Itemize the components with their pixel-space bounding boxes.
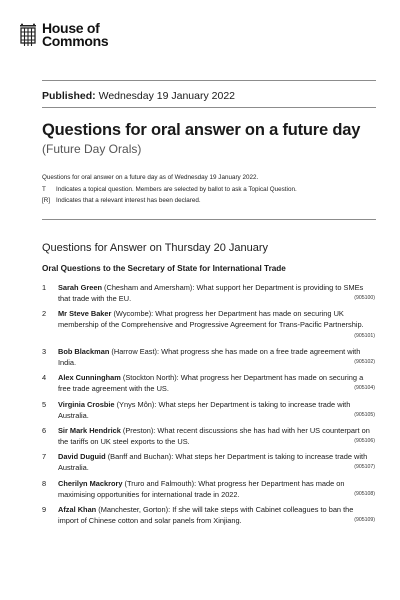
question-text: What recent discussions she has had with her US counterpart on the tariffs on UK steel exports to the US. <box>58 425 370 447</box>
constituency: (Banff and Buchan): <box>105 452 176 462</box>
question-text: What steps her Department is taking to increase trade with Australia. <box>58 399 351 420</box>
question-reference: (905107) <box>354 464 375 471</box>
divider-published <box>42 107 376 108</box>
member-name: Mr Steve Baker <box>58 309 112 319</box>
key-description: Indicates a topical question. Members are selected by ballot to ask a Topical Question. <box>56 185 297 193</box>
published-label: Published: <box>42 90 96 102</box>
member-name: David Duguid <box>58 452 106 462</box>
constituency: (Ynys Môn): <box>114 399 159 409</box>
logo-line-2: Commons <box>42 33 109 49</box>
question-body <box>58 346 375 368</box>
question-item <box>42 478 375 500</box>
question-body <box>58 372 375 394</box>
key-row-topical <box>42 184 372 196</box>
member-name: Cherilyn Mackrory <box>58 478 123 488</box>
question-body <box>58 451 375 473</box>
intro-notes <box>42 172 372 207</box>
question-body <box>58 425 375 447</box>
question-number: 7 <box>42 452 47 462</box>
question-item <box>42 282 375 304</box>
question-number: 1 <box>42 283 47 292</box>
constituency: (Preston): <box>120 425 158 435</box>
question-body <box>58 504 375 526</box>
question-number: 5 <box>42 399 47 409</box>
member-name: Bob Blackman <box>58 346 110 356</box>
question-reference: (905109) <box>354 517 375 524</box>
house-of-commons-logo <box>19 22 108 49</box>
sub-heading: Oral Questions to the Secretary of State for International Trade <box>42 264 286 273</box>
published-date: Wednesday 19 January 2022 <box>98 90 235 102</box>
constituency: (Chesham and Amersham): <box>101 283 197 292</box>
key-description: Indicates that a relevant interest has been declared. <box>56 197 201 204</box>
question-body <box>58 282 375 304</box>
question-reference: (905106) <box>354 438 375 445</box>
question-reference: (905102) <box>354 358 375 365</box>
question-text: What progress her Department has made on securing a free trade agreement with the US. <box>58 373 364 394</box>
question-number: 9 <box>42 505 47 515</box>
key-row-interest <box>42 195 372 207</box>
question-text: What progress her Department has made on securing UK membership of the Comprehensive and Progressive Agreement for Trans-Pacific Partnership. <box>58 309 364 330</box>
question-number: 4 <box>42 373 47 383</box>
logo-line-1: House of <box>42 20 100 36</box>
question-reference: (905108) <box>354 490 375 497</box>
constituency: (Manchester, Gorton): <box>96 505 173 515</box>
intro-text: Questions for oral answer on a future day as of Wednesday 19 January 2022. <box>42 174 259 181</box>
question-reference: (905100) <box>354 295 375 302</box>
key-symbol: T <box>42 185 46 193</box>
question-item <box>42 308 375 341</box>
question-item <box>42 346 375 368</box>
divider-section <box>42 219 376 220</box>
page-title: Questions for oral answer on a future day <box>42 121 361 139</box>
member-name: Alex Cunningham <box>58 373 121 383</box>
constituency: (Harrow East): <box>109 346 162 356</box>
question-number: 2 <box>42 309 47 319</box>
question-item <box>42 425 375 447</box>
key-symbol: [R] <box>42 197 51 204</box>
question-text: What progress she has made on a free trade agreement with India. <box>58 346 361 367</box>
question-number: 6 <box>42 425 47 435</box>
member-name: Sir Mark Hendrick <box>58 425 121 435</box>
question-number: 3 <box>42 346 47 356</box>
question-body <box>58 399 375 421</box>
question-text: What progress her Department has made on maximising opportunities for international trade in 2022. <box>58 478 345 499</box>
constituency: (Stockton North): <box>120 373 181 383</box>
question-text: What steps her Department is taking to increase trade with Australia. <box>58 452 368 473</box>
section-title: Questions for Answer on Thursday 20 January <box>42 242 269 254</box>
question-item <box>42 451 375 473</box>
question-body <box>58 308 375 341</box>
page-subtitle: (Future Day Orals) <box>42 142 142 156</box>
member-name: Virginia Crosbie <box>58 399 115 409</box>
question-item <box>42 372 375 394</box>
divider-top <box>42 80 376 81</box>
questions-list <box>42 282 375 530</box>
question-item <box>42 504 375 526</box>
question-text: If she will take steps with Cabinet colleagues to ban the import of Chinese cotton and solar panels from Xinjiang. <box>58 505 354 526</box>
question-reference: (905101) <box>354 332 375 339</box>
question-reference: (905104) <box>354 385 375 392</box>
question-number: 8 <box>42 478 47 488</box>
member-name: Afzal Khan <box>58 505 97 515</box>
constituency: (Truro and Falmouth): <box>122 478 199 488</box>
constituency: (Wycombe): <box>111 309 156 319</box>
portcullis-icon <box>19 23 37 49</box>
question-reference: (905105) <box>354 411 375 418</box>
question-item <box>42 399 375 421</box>
member-name: Sarah Green <box>58 283 102 292</box>
published-line <box>42 90 235 102</box>
question-text: What support her Department is providing to SMEs that trade with the EU. <box>58 283 364 304</box>
question-body <box>58 478 375 500</box>
